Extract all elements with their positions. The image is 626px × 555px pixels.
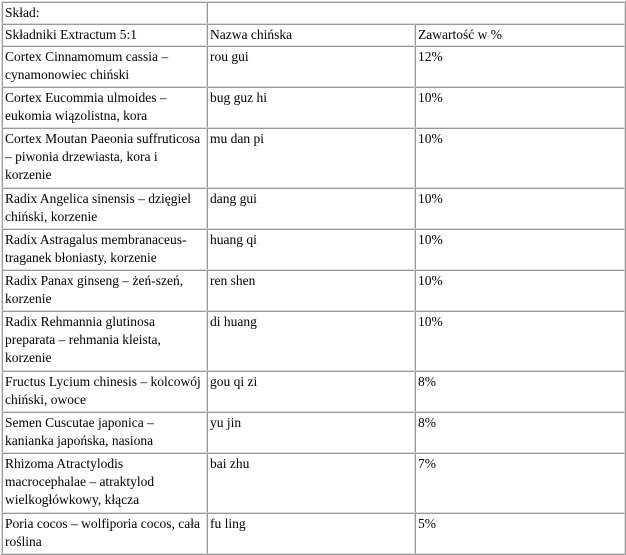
percent-cell: 10%	[415, 87, 625, 128]
ingredient-cell: Radix Panax ginseng – żeń-szeń, korzenie	[2, 270, 207, 311]
table-row	[2, 188, 625, 229]
chinese-name-cell: bai zhu	[207, 453, 415, 513]
table-row	[2, 87, 625, 128]
percent-cell: 5%	[415, 513, 625, 554]
chinese-name-cell: dang gui	[207, 188, 415, 229]
percent-cell: 10%	[415, 188, 625, 229]
header-ingredients: Składniki Extractum 5:1	[2, 24, 207, 46]
section-label-row	[2, 2, 625, 24]
percent-cell: 10%	[415, 311, 625, 371]
ingredient-cell: Radix Rehmannia glutinosa preparata – rehmania kleista, korzenie	[2, 311, 207, 371]
chinese-name-cell: di huang	[207, 311, 415, 371]
chinese-name-cell: fu ling	[207, 513, 415, 554]
table-row	[2, 453, 625, 513]
ingredient-cell: Cortex Moutan Paeonia suffruticosa – piwonia drzewiasta, kora i korzenie	[2, 128, 207, 188]
ingredient-cell: Radix Astragalus membranaceus- traganek błoniasty, korzenie	[2, 229, 207, 270]
chinese-name-cell: rou gui	[207, 46, 415, 87]
chinese-name-cell: gou qi zi	[207, 371, 415, 412]
percent-cell: 10%	[415, 229, 625, 270]
header-chinese-name: Nazwa chińska	[207, 24, 415, 46]
table-row	[2, 270, 625, 311]
section-label: Skład:	[2, 2, 207, 24]
ingredient-cell: Fructus Lycium chinesis – kolcowój chiński, owoce	[2, 371, 207, 412]
table-header-row	[2, 24, 625, 46]
empty-cell	[207, 2, 625, 24]
table-row	[2, 46, 625, 87]
ingredient-cell: Poria cocos – wolfiporia cocos, cała roślina	[2, 513, 207, 554]
table-row	[2, 513, 625, 554]
ingredient-cell: Radix Angelica sinensis – dzięgiel chiński, korzenie	[2, 188, 207, 229]
percent-cell: 12%	[415, 46, 625, 87]
table-row	[2, 371, 625, 412]
percent-cell: 8%	[415, 371, 625, 412]
table-row	[2, 128, 625, 188]
chinese-name-cell: huang qi	[207, 229, 415, 270]
percent-cell: 10%	[415, 128, 625, 188]
percent-cell: 8%	[415, 412, 625, 453]
percent-cell: 10%	[415, 270, 625, 311]
chinese-name-cell: ren shen	[207, 270, 415, 311]
ingredient-cell: Cortex Cinnamomum cassia – cynamonowiec chiński	[2, 46, 207, 87]
ingredient-cell: Semen Cuscutae japonica – kanianka japońska, nasiona	[2, 412, 207, 453]
ingredient-cell: Cortex Eucommia ulmoides – eukomia wiązolistna, kora	[2, 87, 207, 128]
table-row	[2, 229, 625, 270]
header-percent: Zawartość w %	[415, 24, 625, 46]
chinese-name-cell: yu jin	[207, 412, 415, 453]
table-row	[2, 311, 625, 371]
percent-cell: 7%	[415, 453, 625, 513]
chinese-name-cell: bug guz hi	[207, 87, 415, 128]
ingredient-cell: Rhizoma Atractylodis macrocephalae – atraktylod wielkogłówkowy, kłącza	[2, 453, 207, 513]
composition-table	[1, 1, 626, 555]
table-row	[2, 412, 625, 453]
chinese-name-cell: mu dan pi	[207, 128, 415, 188]
